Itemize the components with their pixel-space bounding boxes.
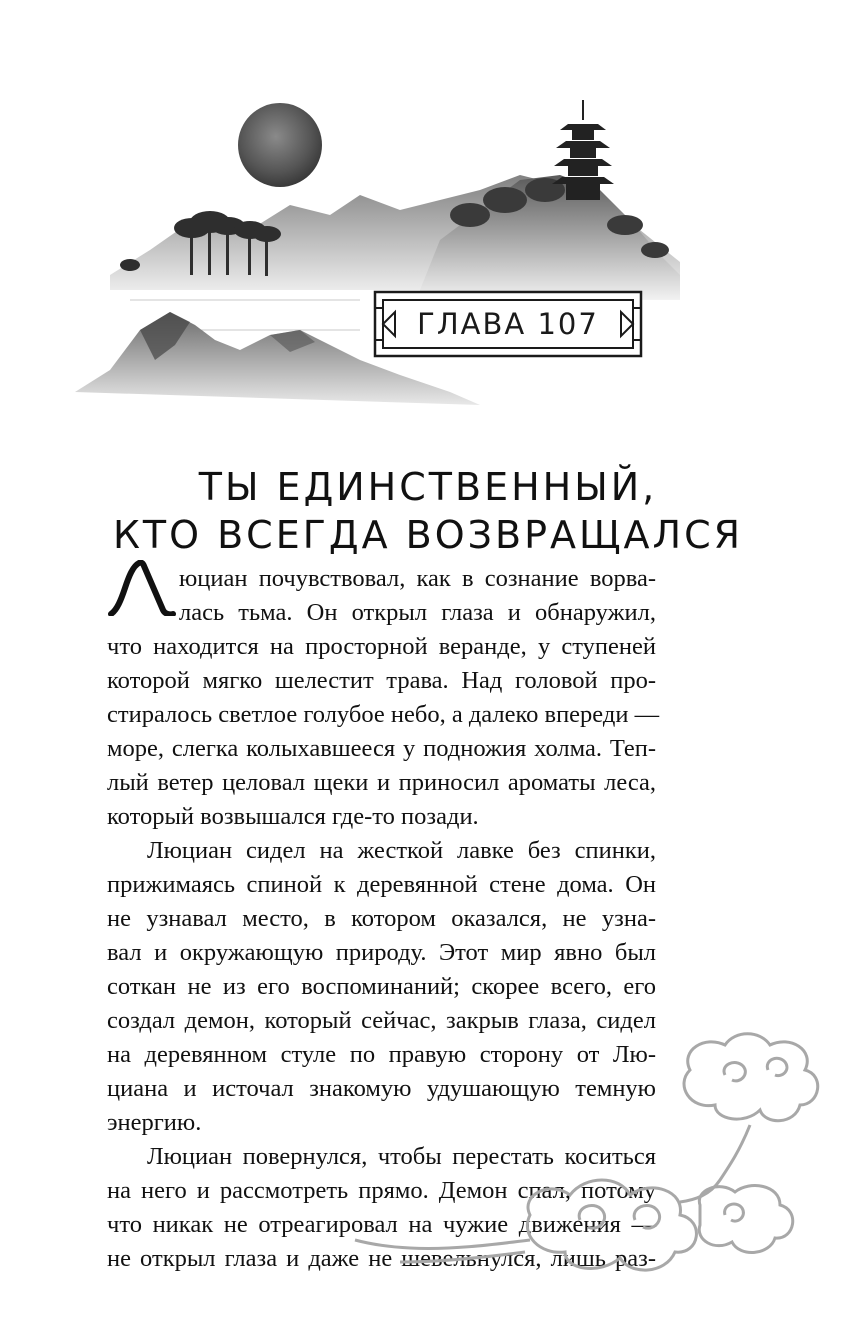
text-line: создал демон, который сейчас, закрыв глаза, сидел bbox=[107, 1007, 656, 1034]
text-line: Люциан повернулся, чтобы перестать коситься bbox=[147, 1143, 656, 1170]
text-line: лый ветер целовал щеки и приносил ароматы леса, bbox=[107, 769, 656, 796]
text-line: Люциан сидел на жесткой лавке без спинки, bbox=[147, 837, 656, 864]
text-line: циана и источал знакомую удушающую темную bbox=[107, 1075, 656, 1102]
chapter-title-line-1: ТЫ ЕДИНСТВЕННЫЙ, bbox=[198, 465, 658, 510]
text-line: не узнавал место, в котором оказался, не узна- bbox=[107, 905, 656, 932]
text-line: стиралось светлое голубое небо, а далеко впереди — bbox=[107, 701, 660, 728]
text-line: юциан почувствовал, как в сознание ворва- bbox=[179, 565, 656, 592]
text-line: энергию. bbox=[107, 1109, 202, 1136]
text-line: лась тьма. Он открыл глаза и обнаружил, bbox=[179, 599, 656, 626]
text-line: который возвышался где-то позади. bbox=[107, 803, 479, 830]
text-line: которой мягко шелестит трава. Над головой про- bbox=[107, 667, 656, 694]
text-line: не открыл глаза и даже не шевельнулся, лишь раз- bbox=[107, 1245, 656, 1272]
text-line: прижимаясь спиной к деревянной стене дома. Он bbox=[107, 871, 656, 898]
text-line: на него и рассмотреть прямо. Демон спал, потому bbox=[107, 1177, 656, 1204]
chapter-title-line-2: КТО ВСЕГДА ВОЗВРАЩАЛСЯ bbox=[112, 513, 744, 558]
decorative-cloud-icon bbox=[350, 1030, 856, 1290]
text-line: море, слегка колыхавшееся у подножия холма. Теп- bbox=[107, 735, 656, 762]
text-line: вал и окружающую природу. Этот мир явно был bbox=[107, 939, 656, 966]
chapter-header-illustration bbox=[0, 0, 856, 440]
chapter-title bbox=[100, 463, 756, 559]
text-line: что никак не отреагировал на чужие движения — bbox=[107, 1211, 656, 1238]
text-line: что находится на просторной веранде, у ступеней bbox=[107, 633, 656, 660]
chapter-label-frame bbox=[373, 290, 643, 358]
chapter-number: ГЛАВА 107 bbox=[417, 307, 599, 341]
text-line: соткан не из его воспоминаний; скорее всего, его bbox=[107, 973, 656, 1000]
moon bbox=[238, 103, 322, 187]
text-line: на деревянном стуле по правую сторону от Лю- bbox=[107, 1041, 656, 1068]
